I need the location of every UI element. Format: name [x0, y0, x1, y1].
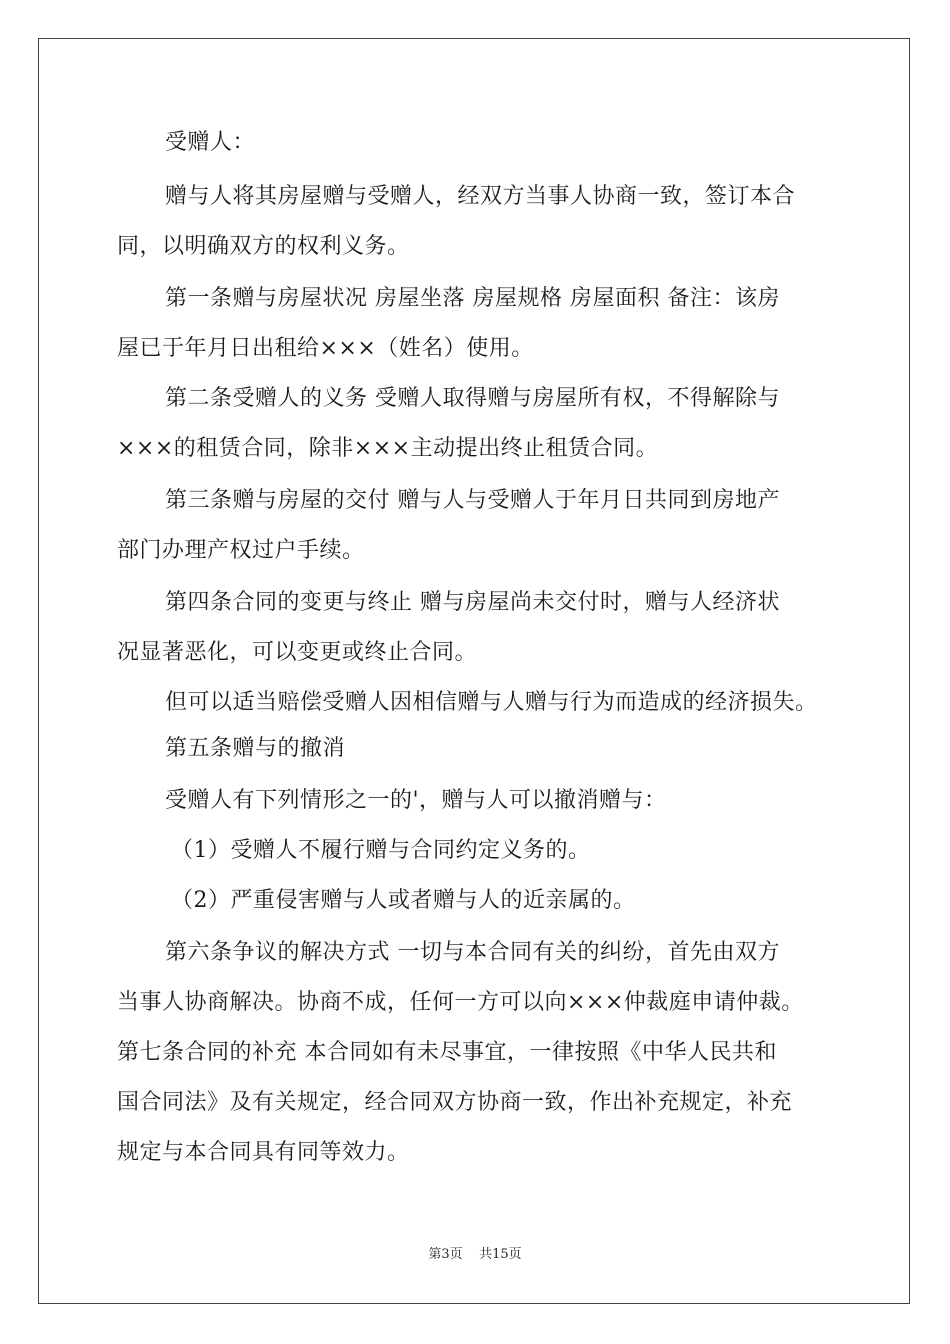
text-line: 同，以明确双方的权利义务。: [117, 234, 410, 259]
page-total: 共15页: [479, 1247, 522, 1262]
text-line: 部门办理产权过户手续。: [117, 538, 365, 563]
text-line: 屋已于年月日出租给×××（姓名）使用。: [117, 336, 534, 361]
text-line: ×××的租赁合同，除非×××主动提出终止租赁合同。: [117, 436, 659, 461]
text-line-article-2: 第二条受赠人的义务 受赠人取得赠与房屋所有权，不得解除与: [165, 386, 780, 411]
text-line-item-2: （2）严重侵害赠与人或者赠与人的近亲属的。: [171, 888, 636, 913]
text-line: 受赠人有下列情形之一的'，赠与人可以撤消赠与：: [165, 788, 667, 813]
text-line-article-4: 第四条合同的变更与终止 赠与房屋尚未交付时，赠与人经济状: [165, 590, 780, 615]
page-footer: [0, 1246, 950, 1264]
text-line-article-5: 第五条赠与的撤消: [165, 736, 346, 761]
text-line: 当事人协商解决。协商不成，任何一方可以向×××仲裁庭申请仲裁。: [117, 990, 804, 1015]
page-number: 第3页: [428, 1247, 463, 1262]
text-line: 况显著恶化，可以变更或终止合同。: [117, 640, 478, 665]
text-line-recipient: 受赠人：: [165, 130, 256, 155]
text-line-item-1: （1）受赠人不履行赠与合同约定义务的。: [171, 838, 591, 863]
text-line: 规定与本合同具有同等效力。: [117, 1140, 410, 1165]
text-line: 赠与人将其房屋赠与受赠人，经双方当事人协商一致，签订本合: [165, 184, 796, 209]
text-line-article-1: 第一条赠与房屋状况 房屋坐落 房屋规格 房屋面积 备注：该房: [165, 286, 780, 311]
text-line-article-6: 第六条争议的解决方式 一切与本合同有关的纠纷，首先由双方: [165, 940, 780, 965]
text-line-article-3: 第三条赠与房屋的交付 赠与人与受赠人于年月日共同到房地产: [165, 488, 780, 513]
text-line: 国合同法》及有关规定，经合同双方协商一致，作出补充规定，补充: [117, 1090, 793, 1115]
text-line-article-7: 第七条合同的补充 本合同如有未尽事宜，一律按照《中华人民共和: [117, 1040, 777, 1065]
text-line: 但可以适当赔偿受赠人因相信赠与人赠与行为而造成的经济损失。: [165, 690, 818, 715]
